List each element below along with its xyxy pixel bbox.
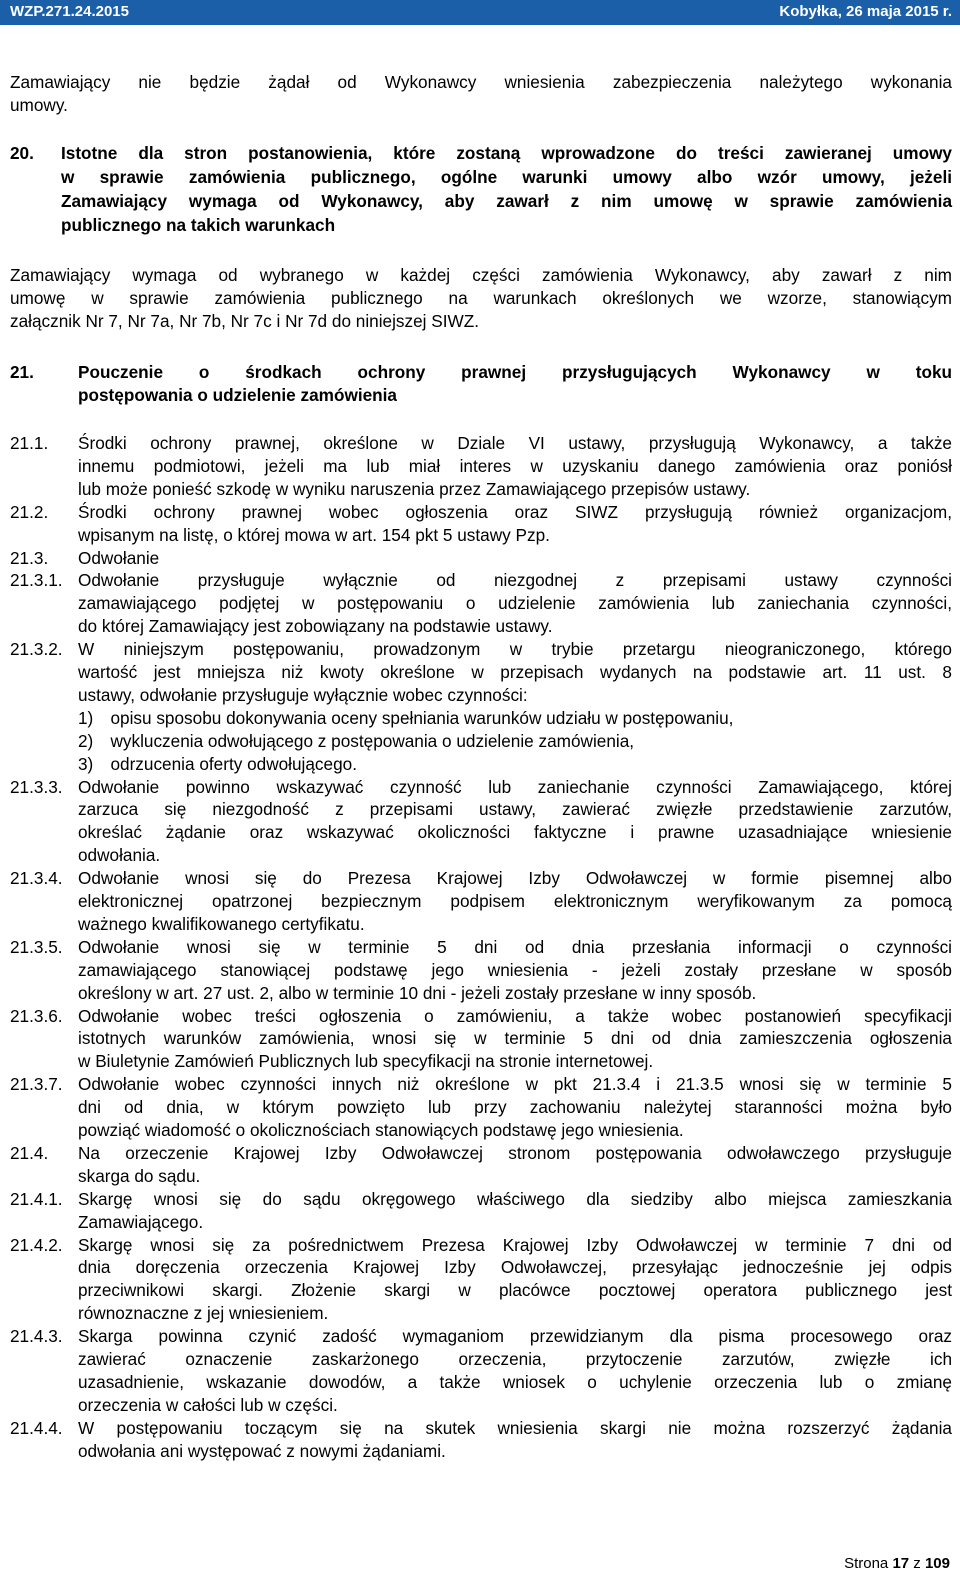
- item-text-line: odwołania.: [78, 845, 161, 866]
- item-text-line: do której Zamawiający jest zobowiązany na podstawie ustawy.: [78, 616, 553, 637]
- item-number: 21.3.2.: [10, 639, 63, 660]
- item-text-line: orzeczenia w całości lub w części.: [78, 1394, 338, 1415]
- item-number: 21.4.: [10, 1142, 49, 1163]
- section-21-heading-line-2: postępowania o udzielenie zamówienia: [78, 385, 397, 405]
- item-text-line: równoznaczne z jej wniesieniem.: [78, 1303, 329, 1324]
- section-20-text-line-3: załącznik Nr 7, Nr 7a, Nr 7b, Nr 7c i Nr 7d do niniejszej SIWZ.: [10, 311, 479, 331]
- item-text-line: Skarga powinna czynić zadość wymaganiom przewidzianym dla pisma procesowego oraz: [78, 1326, 952, 1347]
- item-text-line: Zamawiającego.: [78, 1211, 204, 1232]
- section-20-text-line-1: Zamawiający wymaga od wybranego w każdej części zamówienia Wykonawcy, aby zawarł z nim: [10, 265, 952, 285]
- item-text-line: zawierać oznaczenie zaskarżonego orzeczenia, przytoczenie zarzutów, zwięzłe ich: [78, 1349, 952, 1369]
- section-20-number: 20.: [10, 143, 34, 163]
- item-number: 21.3.: [10, 547, 49, 568]
- item-number: 21.2.: [10, 501, 49, 522]
- page-number: 17: [892, 1555, 910, 1572]
- page-label: Strona: [844, 1555, 889, 1572]
- item-text-line: skarga do sądu.: [78, 1165, 201, 1186]
- item-text-line: zarzuca się niezgodność z przepisami ustawy, zawierać zwięzłe przedstawienie zarzutów,: [78, 799, 952, 820]
- item-number: 21.4.1.: [10, 1188, 63, 1209]
- item-text-line: ważnego kwalifikowanego certyfikatu.: [78, 913, 365, 934]
- item-text-line: innemu podmiotowi, jeżeli ma lub miał interes w uzyskaniu danego zamówienia oraz poniósł: [78, 455, 952, 476]
- section-20-heading-line-1: Istotne dla stron postanowienia, które zostaną wprowadzone do treści zawieranej umowy: [61, 143, 952, 163]
- item-text-line: dnia doręczenia orzeczenia Krajowej Izby Odwoławczej, przesyłając jednocześnie jej odpis: [78, 1257, 952, 1278]
- list-item: 3) odrzucenia oferty odwołującego.: [78, 753, 357, 774]
- item-text-line: Odwołanie wnosi się w terminie 5 dni od dnia przesłania informacji o czynności: [78, 936, 952, 957]
- item-text-line: Na orzeczenie Krajowej Izby Odwoławczej stronom postępowania odwoławczego przysługuje: [78, 1142, 952, 1163]
- place-date: Kobyłka, 26 maja 2015 r.: [779, 3, 952, 20]
- item-text-line: w Biuletynie Zamówień Publicznych lub specyfikacji na stronie internetowej.: [78, 1051, 654, 1072]
- item-text-line: Odwołanie przysługuje wyłącznie od niezgodnej z przepisami ustawy czynności: [78, 570, 952, 591]
- item-text-line: Odwołanie: [78, 547, 160, 568]
- item-text-line: istotnych warunków zamówienia, wnosi się w terminie 5 dni od dnia zamieszczenia ogłoszenia: [78, 1028, 952, 1049]
- item-number: 21.3.7.: [10, 1074, 63, 1095]
- item-number: 21.3.6.: [10, 1005, 63, 1026]
- document-reference: WZP.271.24.2015: [10, 3, 129, 20]
- item-text-line: Odwołanie wobec treści ogłoszenia o zamówieniu, a także wobec postanowień specyfikacji: [78, 1005, 952, 1026]
- section-20-text-line-2: umowę w sprawie zamówienia publicznego na warunkach określonych we wzorze, stanowiącym: [10, 288, 952, 308]
- item-text-line: Odwołanie wobec czynności innych niż określone w pkt 21.3.4 i 21.3.5 wnosi się w terminie 5: [78, 1074, 952, 1095]
- item-text-line: dni od dnia, w którym powzięto lub przy zachowaniu należytej staranności można było: [78, 1097, 952, 1118]
- item-text-line: określać żądanie oraz wskazywać okoliczności faktyczne i prawne uzasadniające wniesienie: [78, 822, 952, 843]
- intro-line-1: Zamawiający nie będzie żądał od Wykonawcy wniesienia zabezpieczenia należytego wykonania: [10, 72, 952, 92]
- item-text-line: Skargę wnosi się do sądu okręgowego właściwego dla siedziby albo miejsca zamieszkania: [78, 1188, 952, 1209]
- item-number: 21.3.1.: [10, 570, 63, 591]
- item-text-line: zamawiającego stanowiącej podstawę jego wniesienia - jeżeli zostały przesłane w sposób: [78, 959, 952, 980]
- section-21-heading-line-1: Pouczenie o środkach ochrony prawnej przysługujących Wykonawcy w toku: [78, 362, 952, 382]
- item-number: 21.3.3.: [10, 776, 63, 797]
- section-20-heading-line-4: publicznego na takich warunkach: [61, 215, 336, 235]
- list-item: 2) wykluczenia odwołującego z postępowania o udzielenie zamówienia,: [78, 730, 635, 751]
- item-text-line: Odwołanie powinno wskazywać czynność lub zaniechanie czynności Zamawiającego, której: [78, 776, 952, 797]
- item-text-line: Odwołanie wnosi się do Prezesa Krajowej Izby Odwoławczej w formie pisemnej albo: [78, 868, 952, 889]
- item-number: 21.3.5.: [10, 936, 63, 957]
- item-text-line: ustawy, odwołanie przysługuje wyłącznie wobec czynności:: [78, 684, 528, 705]
- item-text-line: W postępowaniu toczącym się na skutek wniesienia skargi nie można rozszerzyć żądania: [78, 1417, 952, 1438]
- item-text-line: określony w art. 27 ust. 2, albo w terminie 10 dni - jeżeli zostały przesłane w inny sposób.: [78, 982, 757, 1003]
- item-text-line: Skargę wnosi się za pośrednictwem Prezesa Krajowej Izby Odwoławczej w terminie 7 dni od: [78, 1234, 952, 1255]
- list-item: 1) opisu sposobu dokonywania oceny spełniania warunków udziału w postępowaniu,: [78, 707, 734, 728]
- item-number: 21.1.: [10, 433, 49, 453]
- section-20-heading-line-2: w sprawie zamówienia publicznego, ogólne warunki umowy albo wzór umowy, jeżeli: [61, 167, 952, 187]
- item-number: 21.4.2.: [10, 1234, 63, 1255]
- item-text-line: elektronicznej opatrzonej bezpiecznym podpisem elektronicznym weryfikowanym za pomocą: [78, 891, 952, 911]
- item-text-line: Środki ochrony prawnej wobec ogłoszenia oraz SIWZ przysługują również organizacjom,: [78, 501, 952, 522]
- item-text-line: wpisanym na listę, o której mowa w art. 154 pkt 5 ustawy Pzp.: [78, 524, 550, 545]
- item-number: 21.3.4.: [10, 868, 63, 889]
- page-total: 109: [924, 1555, 950, 1572]
- section-21-number: 21.: [10, 362, 34, 382]
- item-text-line: powziąć wiadomość o okolicznościach stanowiących podstawę jego wniesienia.: [78, 1120, 684, 1140]
- page-footer: [844, 1555, 950, 1572]
- item-text-line: wartość jest mniejsza niż kwoty określone w przepisach wydanych na podstawie art. 11 ust. 8: [78, 662, 952, 682]
- page-separator: z: [913, 1555, 921, 1572]
- item-text-line: lub może ponieść szkodę w wyniku naruszenia przez Zamawiającego przepisów ustawy.: [78, 478, 751, 499]
- item-number: 21.4.3.: [10, 1326, 63, 1347]
- item-text-line: uzasadnienie, wskazanie dowodów, a także wniosek o uchylenie orzeczenia lub o zmianę: [78, 1371, 952, 1392]
- section-20-heading-line-3: Zamawiający wymaga od Wykonawcy, aby zawarł z nim umowę w sprawie zamówienia: [61, 191, 952, 211]
- item-text-line: przeciwnikowi skargi. Złożenie skargi w placówce pocztowej operatora publicznego jest: [78, 1280, 952, 1301]
- item-text-line: Środki ochrony prawnej, określone w Dziale VI ustawy, przysługują Wykonawcy, a także: [78, 433, 952, 453]
- page-header: [0, 0, 960, 25]
- item-text-line: W niniejszym postępowaniu, prowadzonym w trybie przetargu nieograniczonego, którego: [78, 639, 952, 660]
- item-number: 21.4.4.: [10, 1417, 63, 1438]
- item-text-line: zamawiającego podjętej w postępowaniu o udzielenie zamówienia lub zaniechania czynności,: [78, 593, 952, 614]
- item-text-line: odwołania ani występować z nowymi żądaniami.: [78, 1440, 446, 1461]
- intro-line-2: umowy.: [10, 95, 68, 115]
